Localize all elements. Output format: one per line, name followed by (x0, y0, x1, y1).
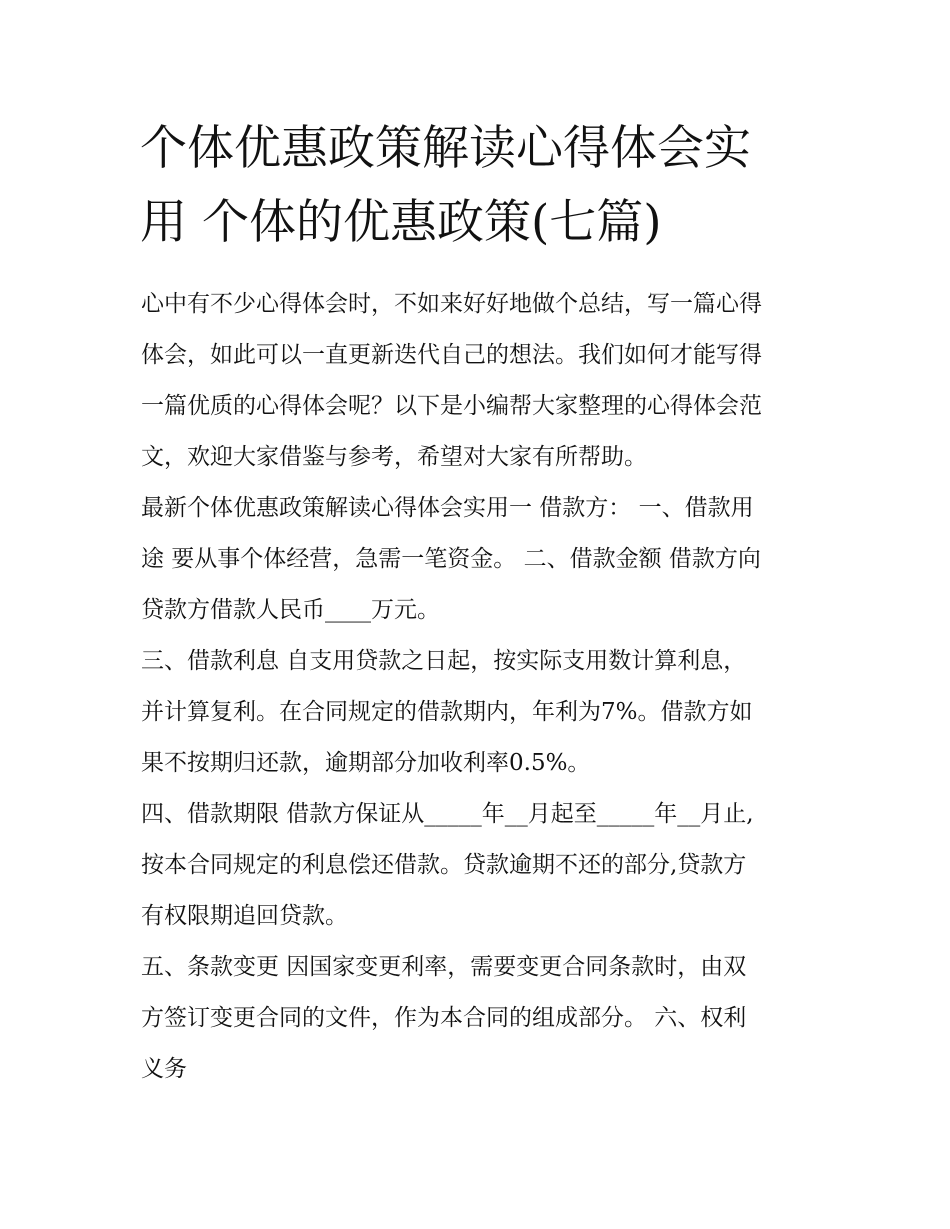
text-line: 并计算复利。在合同规定的借款期内，年利为7%。借款方如 (141, 699, 753, 725)
text-line: 四、借款期限 借款方保证从_____年__月起至_____年__月止, (141, 801, 754, 827)
text-line: 体会，如此可以一直更新迭代自己的想法。我们如何才能写得 (141, 342, 762, 368)
loan-term-paragraph (141, 789, 831, 942)
title-line: 用 个体的优惠政策(七篇) (140, 195, 662, 250)
loan-interest-paragraph (141, 636, 831, 789)
text-line: 一篇优质的心得体会呢？以下是小编帮大家整理的心得体会范 (141, 393, 762, 419)
document-title (140, 112, 820, 260)
text-line: 方签订变更合同的文件，作为本合同的组成部分。 六、权利 (141, 1005, 747, 1031)
intro-paragraph (141, 279, 831, 483)
loan-purpose-paragraph (141, 483, 831, 636)
text-line: 果不按期归还款，逾期部分加收利率0.5%。 (141, 750, 591, 776)
text-line: 按本合同规定的利息偿还借款。贷款逾期不还的部分,贷款方 (141, 852, 747, 878)
text-line: 五、条款变更 因国家变更利率，需要变更合同条款时，由双 (141, 954, 747, 980)
text-line: 三、借款利息 自支用贷款之日起，按实际支用数计算利息， (141, 648, 747, 674)
text-line: 最新个体优惠政策解读心得体会实用一 借款方： 一、借款用 (141, 495, 754, 521)
text-line: 义务 (141, 1056, 187, 1082)
text-line: 贷款方借款人民币____万元。 (141, 597, 440, 623)
text-line: 有权限期追回贷款。 (141, 903, 348, 929)
title-line: 个体优惠政策解读心得体会实 (140, 121, 751, 176)
text-line: 途 要从事个体经营，急需一笔资金。 二、借款金额 借款方向 (141, 546, 761, 572)
text-line: 心中有不少心得体会时，不如来好好地做个总结，写一篇心得 (141, 291, 762, 317)
document-body (141, 279, 831, 1095)
text-line: 文，欢迎大家借鉴与参考，希望对大家有所帮助。 (141, 444, 647, 470)
clause-change-paragraph (141, 942, 831, 1095)
